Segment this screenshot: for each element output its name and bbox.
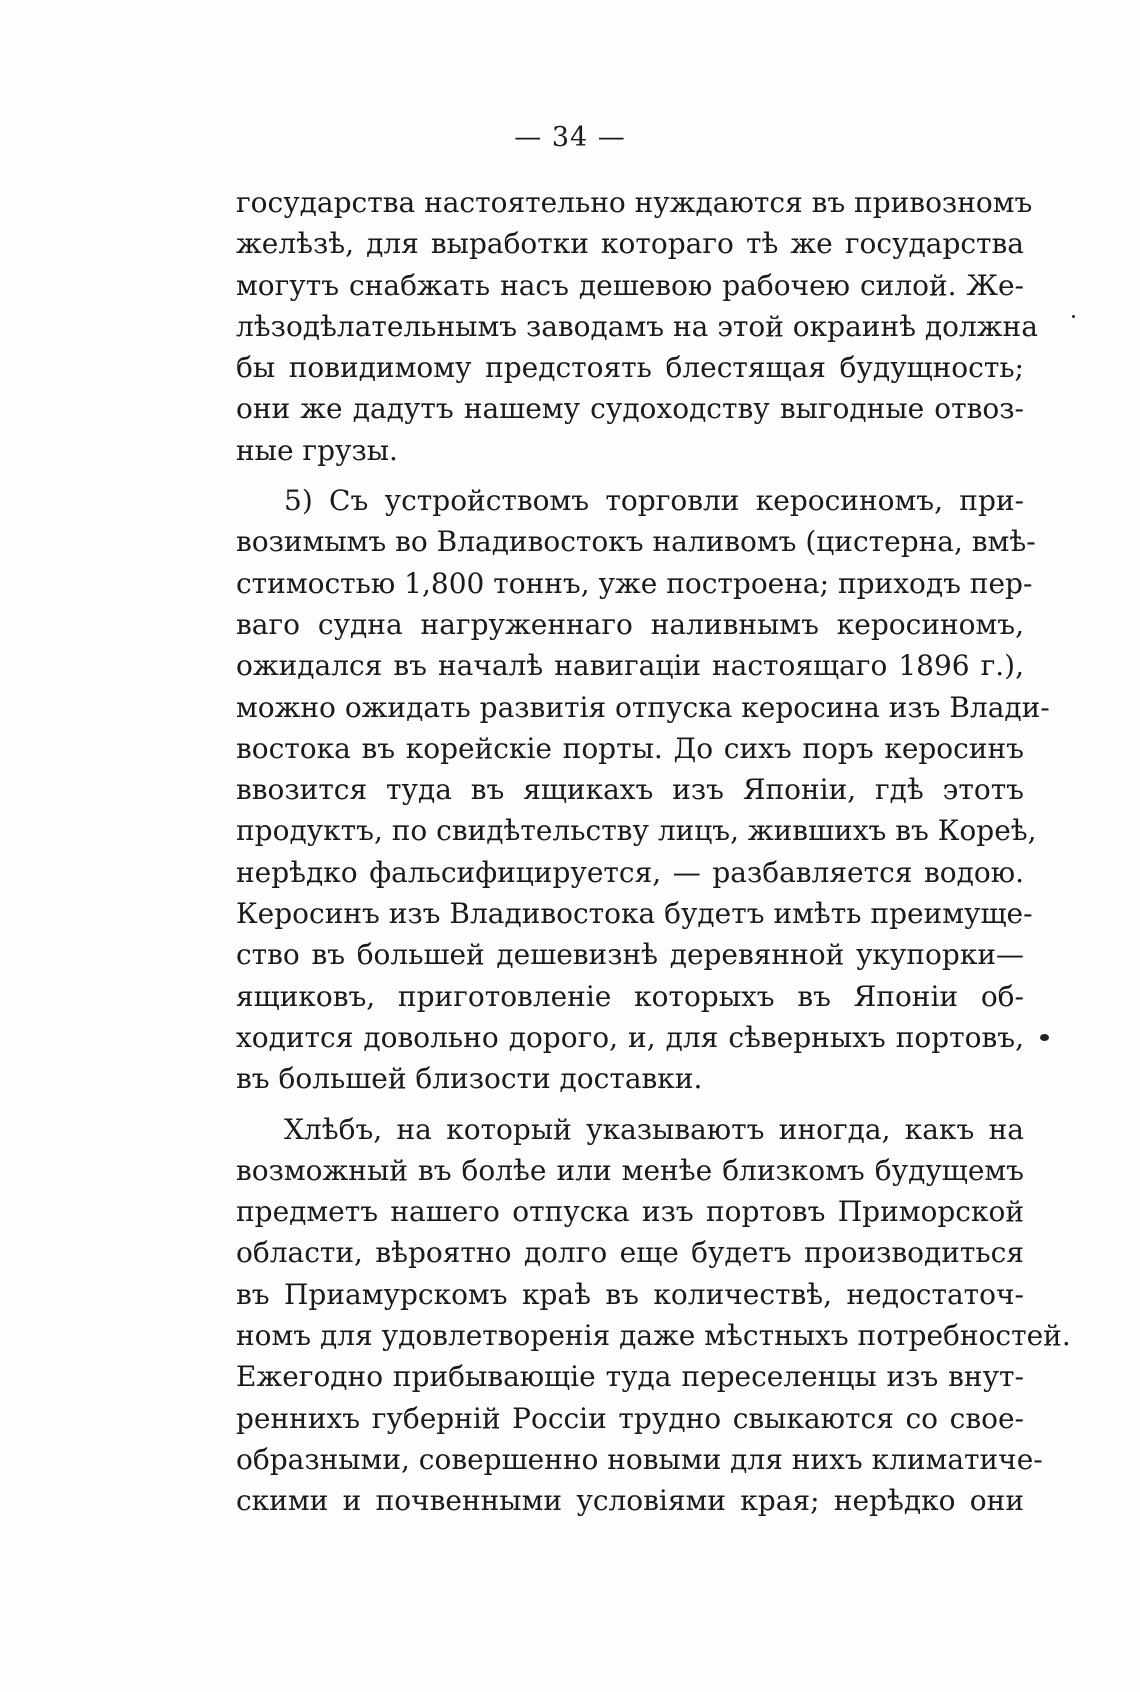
paragraph-kerosene bbox=[236, 480, 1050, 1099]
text-line: въ Приамурскомъ краѣ въ количествѣ, недостаточ- bbox=[236, 1277, 1024, 1311]
text-line: желѣзѣ, для выработки котораго тѣ же государства bbox=[236, 227, 1024, 261]
text-line: Ежегодно прибывающіе туда переселенцы изъ внут- bbox=[236, 1360, 1024, 1394]
text-line: ввозится туда въ ящикахъ изъ Японіи, гдѣ этотъ bbox=[236, 773, 1024, 807]
text-line: можно ожидать развитія отпуска керосина изъ Влади- bbox=[236, 690, 1050, 724]
text-line: ходится довольно дорого, и, для сѣверныхъ портовъ, bbox=[236, 1020, 1024, 1054]
body-text bbox=[236, 182, 1071, 1522]
text-line: лѣзодѣлательнымъ заводамъ на этой окраинѣ должна bbox=[236, 309, 1038, 343]
text-line: скими и почвенными условіями края; нерѣдко они bbox=[236, 1484, 1024, 1518]
text-line: стимостью 1,800 тоннъ, уже построена; приходъ пер- bbox=[236, 566, 1033, 600]
text-line: ство въ большей дешевизнѣ деревянной укупорки— bbox=[236, 938, 1024, 972]
text-line: Хлѣбъ, на который указываютъ иногда, какъ на bbox=[284, 1112, 1024, 1146]
text-line: ные грузы. bbox=[236, 433, 398, 467]
text-line: реннихъ губерній Россіи трудно свыкаются со свое- bbox=[236, 1401, 1024, 1435]
page-number: — 34 — bbox=[514, 122, 626, 153]
text-line: они же дадутъ нашему судоходству выгодные отвоз- bbox=[236, 392, 1024, 426]
text-line: продуктъ, по свидѣтельству лицъ, жившихъ въ Кореѣ, bbox=[236, 814, 1037, 848]
ink-speck bbox=[1072, 315, 1075, 318]
text-line: номъ для удовлетворенія даже мѣстныхъ потребностей. bbox=[236, 1319, 1071, 1353]
text-line: государства настоятельно нуждаются въ привозномъ bbox=[236, 186, 1033, 219]
text-line: ваго судна нагруженнаго наливнымъ керосиномъ, bbox=[236, 607, 1024, 641]
text-line: 5) Съ устройствомъ торговли керосиномъ, при- bbox=[284, 484, 1024, 518]
paragraph-grain bbox=[236, 1109, 1071, 1522]
ink-speck bbox=[1040, 1034, 1049, 1041]
text-line: ожидался въ началѣ навигаціи настоящаго 1896 г.), bbox=[236, 649, 1024, 683]
text-line: образными, совершенно новыми для нихъ климатиче- bbox=[236, 1442, 1043, 1476]
paragraph-gap bbox=[236, 1100, 1024, 1109]
text-line: нерѣдко фальсифицируется, — разбавляется водою. bbox=[236, 855, 1024, 889]
text-line: востока въ корейскіе порты. До сихъ поръ керосинъ bbox=[236, 731, 1024, 765]
paragraph-iron bbox=[236, 182, 1038, 471]
text-line: ящиковъ, приготовленіе которыхъ въ Японіи об- bbox=[236, 979, 1024, 1013]
text-line: въ большей близости доставки. bbox=[236, 1062, 703, 1096]
text-line: возможный въ болѣе или менѣе близкомъ будущемъ bbox=[236, 1153, 1024, 1187]
paragraph-gap bbox=[236, 471, 1024, 480]
text-line: могутъ снабжать насъ дешевою рабочею силой. Же- bbox=[236, 268, 1024, 302]
text-line: бы повидимому предстоять блестящая будущность; bbox=[236, 351, 1024, 385]
text-line: возимымъ во Владивостокъ наливомъ (цистерна, вмѣ- bbox=[236, 525, 1036, 559]
text-line: Керосинъ изъ Владивостока будетъ имѣть преимуще- bbox=[236, 897, 1033, 931]
text-line: предметъ нашего отпуска изъ портовъ Приморской bbox=[236, 1195, 1024, 1229]
text-line: области, вѣроятно долго еще будетъ производиться bbox=[236, 1236, 1024, 1270]
